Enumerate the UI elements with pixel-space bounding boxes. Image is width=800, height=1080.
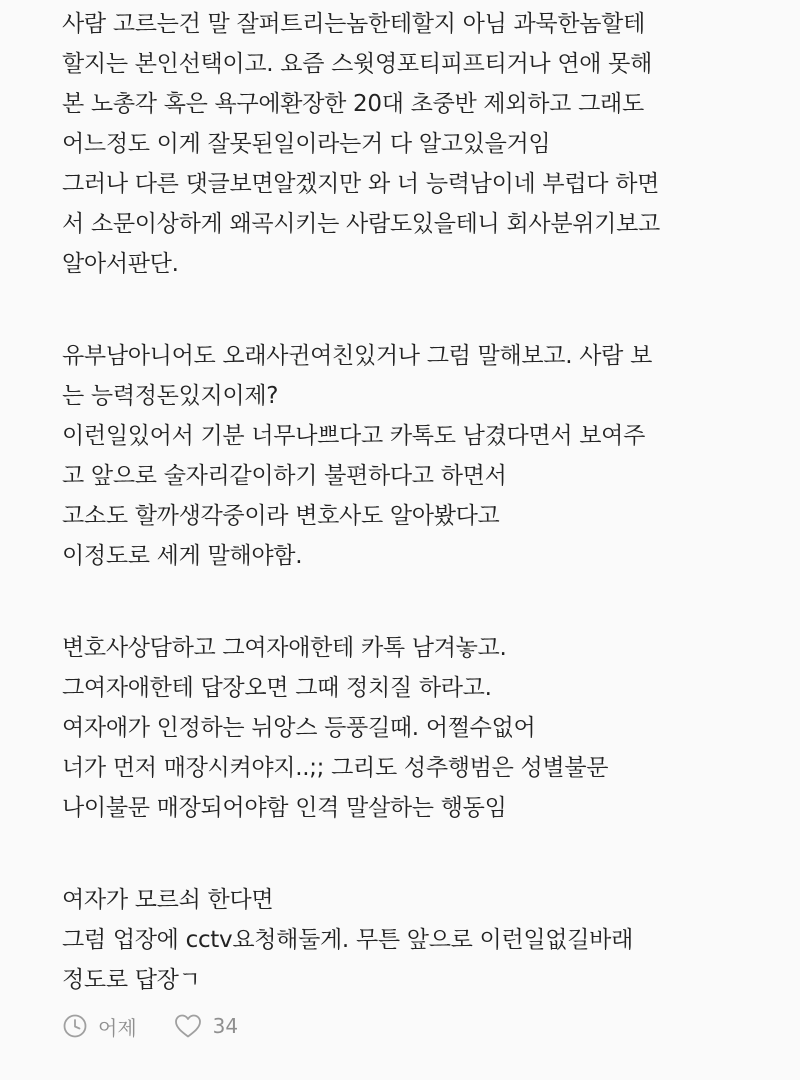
like-button[interactable]	[173, 1013, 238, 1039]
post-text-line: 는 능력정돈있지이제?	[62, 383, 279, 409]
post-text-line: 나이불문 매장되어야함 인격 말살하는 행동임	[62, 795, 507, 821]
timestamp	[62, 1012, 137, 1041]
post-text-line: 여자가 모르쇠 한다면	[62, 887, 274, 913]
post-text-line: 여자애가 인정하는 뉘앙스 등풍길때. 어쩔수없어	[62, 715, 536, 741]
post-meta	[62, 1006, 274, 1046]
post-text-line: 너가 먼저 매장시켜야지..;; 그리도 성추행범은 성별불문	[62, 755, 609, 781]
post-paragraph	[62, 880, 782, 1000]
post-text-line: 그러나 다른 댓글보면알겠지만 와 너 능력남이네 부럽다 하면	[62, 171, 660, 197]
post-text-line: 고소도 할까생각중이라 변호사도 알아봤다고	[62, 503, 500, 529]
timestamp-label: 어제	[98, 1015, 137, 1040]
post-paragraph	[62, 336, 782, 576]
post-text-line: 본 노총각 혹은 욕구에환장한 20대 초중반 제외하고 그래도	[62, 91, 644, 117]
post-paragraph	[62, 4, 782, 284]
post-text-line: 서 소문이상하게 왜곡시키는 사람도있을테니 회사분위기보고	[62, 211, 660, 237]
post-text-line: 유부남아니어도 오래사귄여친있거나 그럼 말해보고. 사람 보	[62, 343, 653, 369]
post-body	[62, 4, 782, 1000]
post-text-line: 어느정도 이게 잘못된일이라는거 다 알고있을거임	[62, 131, 551, 157]
heart-outline-icon	[173, 1013, 203, 1039]
post-text-line: 사람 고르는건 말 잘퍼트리는놈한테할지 아님 과묵한놈할테	[62, 11, 646, 37]
post-text-line: 할지는 본인선택이고. 요즘 스윗영포티피프티거나 연애 못해	[62, 51, 653, 77]
post-text-line: 그여자애한테 답장오면 그때 정치질 하라고.	[62, 675, 492, 701]
like-count: 34	[212, 1014, 239, 1038]
post-text-line: 그럼 업장에 cctv요청해둘게. 무튼 앞으로 이런일없길바래	[62, 927, 633, 953]
post-text-line: 고 앞으로 술자리같이하기 불편하다고 하면서	[62, 463, 507, 489]
post-text-line: 정도로 답장ㄱ	[62, 967, 201, 993]
post-text-line: 이정도로 세게 말해야함.	[62, 543, 303, 569]
post-text-line: 알아서판단.	[62, 251, 179, 277]
clock-icon	[62, 1013, 88, 1039]
post-text-line: 변호사상담하고 그여자애한테 카톡 남겨놓고.	[62, 635, 507, 661]
post-paragraph	[62, 628, 782, 828]
post-text-line: 이런일있어서 기분 너무나쁘다고 카톡도 남겼다면서 보여주	[62, 423, 646, 449]
